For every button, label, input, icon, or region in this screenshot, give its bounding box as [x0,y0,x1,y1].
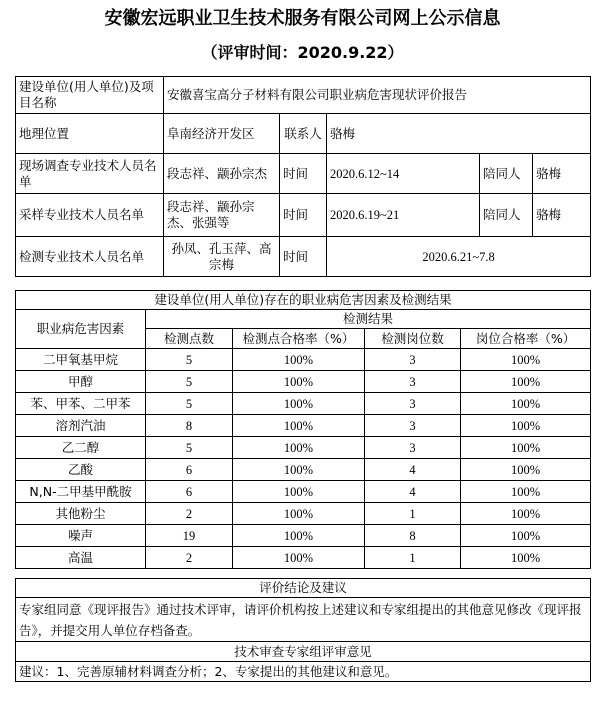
col-posts-header: 检测岗位数 [365,329,461,349]
posts-cell: 4 [365,481,461,503]
point-rate-cell: 100% [233,481,365,503]
points-cell: 5 [146,371,233,393]
table-row [16,525,591,547]
survey-label: 现场调查专业技术人员名单 [16,154,164,194]
result-header: 检测结果 [146,310,591,329]
factor-cell: N,N-二甲基甲酰胺 [16,481,146,503]
table-row [16,459,591,481]
points-cell: 2 [146,547,233,569]
point-rate-cell: 100% [233,371,365,393]
posts-cell: 3 [365,349,461,371]
posts-cell: 3 [365,393,461,415]
survey-value: 段志祥、颛孙宗杰 [164,154,280,194]
survey-accompanier-value: 骆梅 [533,154,591,194]
points-cell: 2 [146,503,233,525]
survey-time-label: 时间 [280,154,327,194]
posts-cell: 1 [365,503,461,525]
testing-value: 孙凤、孔玉萍、高宗梅 [164,237,280,277]
table-row [16,437,591,459]
points-cell: 6 [146,481,233,503]
testing-time-label: 时间 [280,237,327,277]
point-rate-cell: 100% [233,349,365,371]
posts-cell: 4 [365,459,461,481]
sampling-value: 段志祥、颛孙宗杰、张强等 [164,194,280,237]
survey-time-value: 2020.6.12~14 [327,154,480,194]
factor-cell: 乙酸 [16,459,146,481]
conclusion-table [15,578,591,682]
points-cell: 5 [146,349,233,371]
review-time: （评审时间：2020.9.22） [201,43,404,62]
col-post-rate-header: 岗位合格率（%） [461,329,591,349]
posts-cell: 8 [365,525,461,547]
post-rate-cell: 100% [461,459,591,481]
post-rate-cell: 100% [461,349,591,371]
table-row [16,503,591,525]
contact-value: 骆梅 [327,114,591,154]
contact-label: 联系人 [280,114,327,154]
table-row [16,371,591,393]
factor-header: 职业病危害因素 [16,310,146,349]
posts-cell: 1 [365,547,461,569]
table-row [16,393,591,415]
factor-cell: 溶剂汽油 [16,415,146,437]
point-rate-cell: 100% [233,415,365,437]
point-rate-cell: 100% [233,547,365,569]
post-rate-cell: 100% [461,547,591,569]
points-cell: 5 [146,393,233,415]
points-cell: 5 [146,437,233,459]
page-title: 安徽宏远职业卫生技术服务有限公司网上公示信息 [104,8,501,29]
conclusion-title: 评价结论及建议 [16,579,591,598]
post-rate-cell: 100% [461,503,591,525]
survey-accompanier-label: 陪同人 [480,154,533,194]
post-rate-cell: 100% [461,525,591,547]
post-rate-cell: 100% [461,415,591,437]
review-title: 技术审查专家组评审意见 [16,642,591,662]
post-rate-cell: 100% [461,437,591,459]
point-rate-cell: 100% [233,393,365,415]
info-table [15,76,591,277]
table-row [16,481,591,503]
table-row [16,349,591,371]
posts-cell: 3 [365,371,461,393]
posts-cell: 3 [365,415,461,437]
col-point-rate-header: 检测点合格率（%） [233,329,365,349]
testing-label: 检测专业技术人员名单 [16,237,164,277]
points-cell: 6 [146,459,233,481]
table-row [16,415,591,437]
point-rate-cell: 100% [233,437,365,459]
unit-value: 安徽喜宝高分子材料有限公司职业病危害现状评价报告 [164,77,591,114]
point-rate-cell: 100% [233,503,365,525]
post-rate-cell: 100% [461,371,591,393]
factor-cell: 其他粉尘 [16,503,146,525]
factor-cell: 二甲氧基甲烷 [16,349,146,371]
location-label: 地理位置 [16,114,164,154]
post-rate-cell: 100% [461,393,591,415]
factor-cell: 高温 [16,547,146,569]
sampling-time-value: 2020.6.19~21 [327,194,480,237]
points-cell: 8 [146,415,233,437]
factor-cell: 甲醇 [16,371,146,393]
unit-label: 建设单位(用人单位)及项目名称 [16,77,164,114]
point-rate-cell: 100% [233,459,365,481]
results-section-title: 建设单位(用人单位)存在的职业病危害因素及检测结果 [16,291,591,310]
col-points-header: 检测点数 [146,329,233,349]
sampling-time-label: 时间 [280,194,327,237]
point-rate-cell: 100% [233,525,365,547]
results-table [15,290,591,569]
posts-cell: 3 [365,437,461,459]
testing-time-value: 2020.6.21~7.8 [327,237,591,277]
factor-cell: 乙二醇 [16,437,146,459]
review-text: 建议：1、完善原辅材料调查分析；2、专家提出的其他建议和意见。 [16,662,591,682]
factor-cell: 噪声 [16,525,146,547]
sampling-accompanier-value: 骆梅 [533,194,591,237]
sampling-accompanier-label: 陪同人 [480,194,533,237]
points-cell: 19 [146,525,233,547]
factor-cell: 苯、甲苯、二甲苯 [16,393,146,415]
location-value: 阜南经济开发区 [164,114,280,154]
conclusion-text: 专家组同意《现评报告》通过技术评审，请评价机构按上述建议和专家组提出的其他意见修改《现评报告》，并提交用人单位存档备查。 [16,598,591,642]
table-row [16,547,591,569]
post-rate-cell: 100% [461,481,591,503]
sampling-label: 采样专业技术人员名单 [16,194,164,237]
